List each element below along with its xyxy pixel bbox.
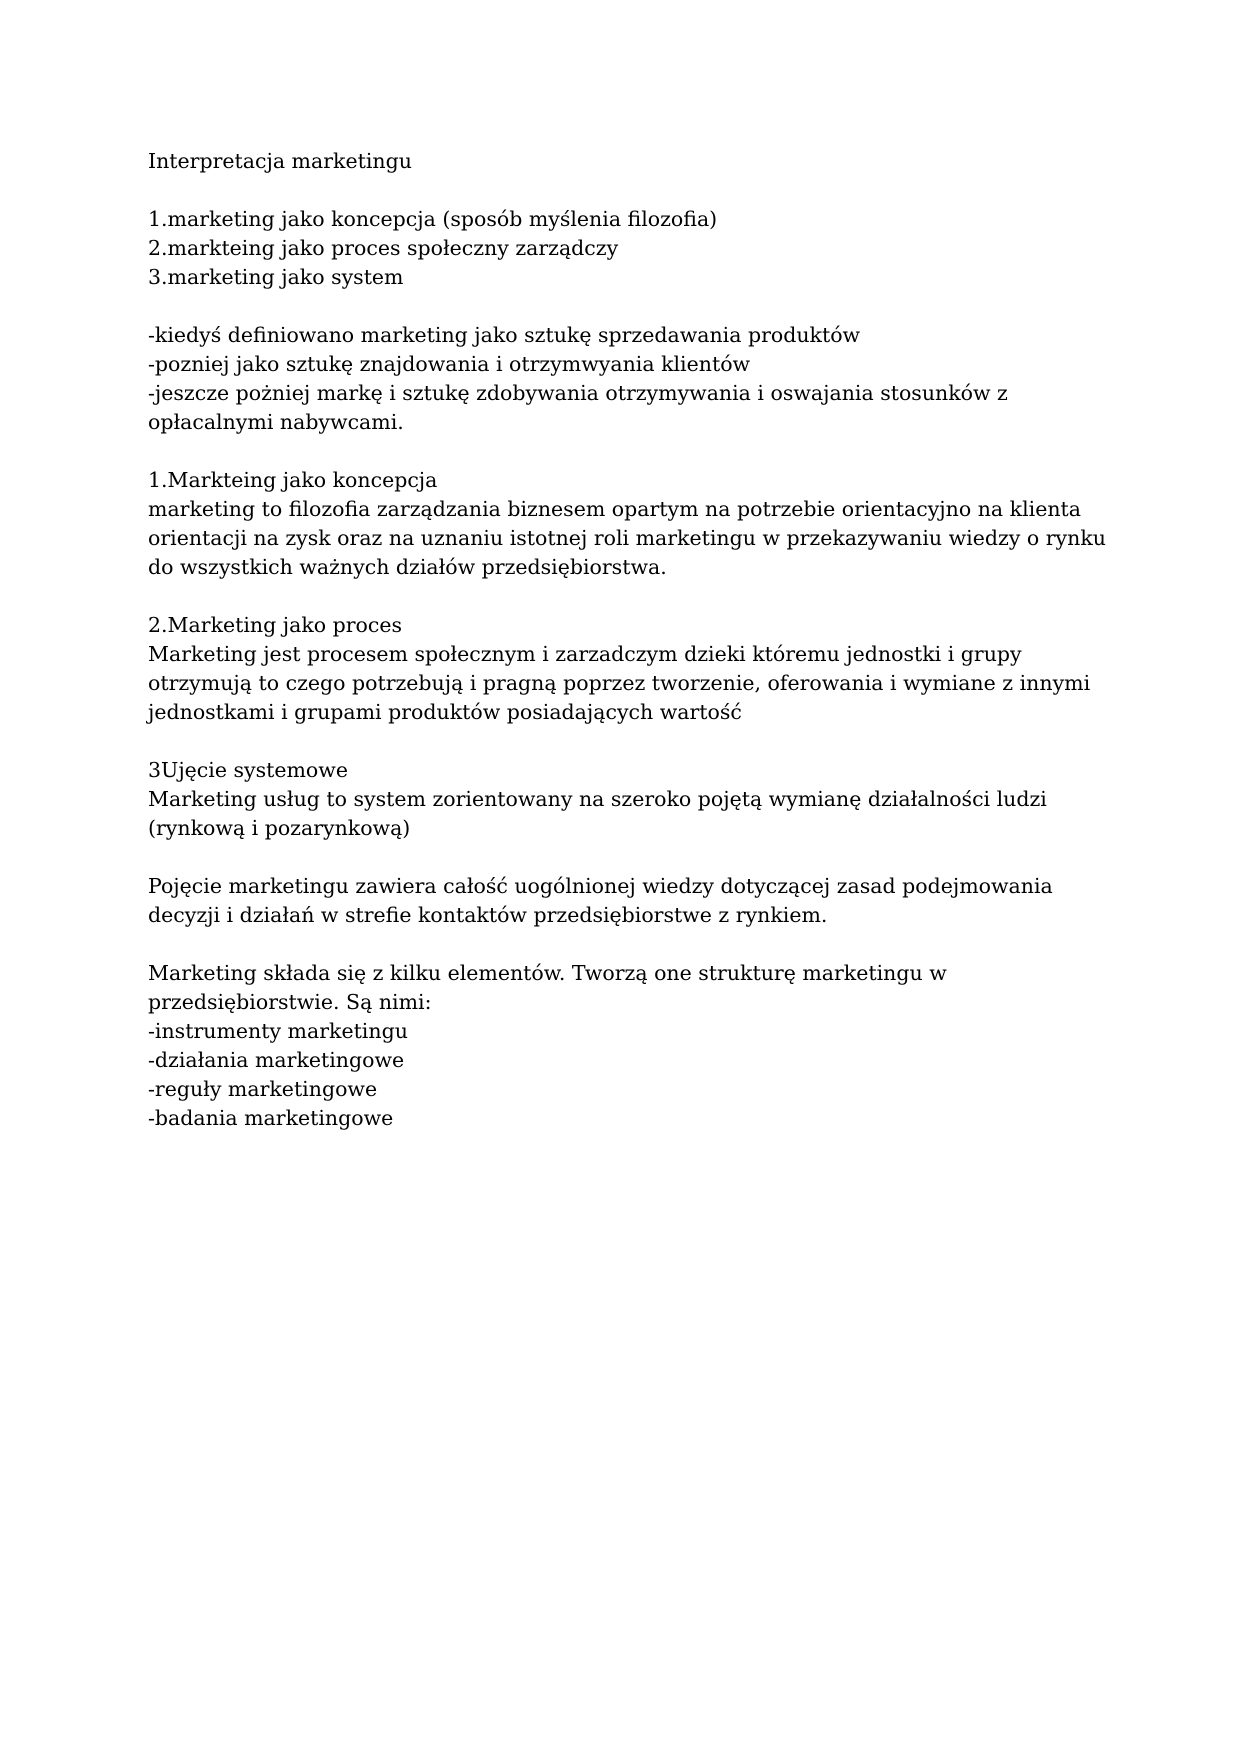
section-text-line: Marketing usług to system zorientowany na szeroko pojętą wymianę działalności ludzi <box>148 787 1047 811</box>
section-process <box>148 611 1091 727</box>
paragraph-gap <box>148 727 1088 756</box>
section-heading: 1.Markteing jako koncepcja <box>148 468 438 492</box>
section-text-line: do wszystkich ważnych działów przedsiębiorstwa. <box>148 555 667 579</box>
section-text-line: Marketing jest procesem społecznym i zarzadczym dzieki któremu jednostki i grupy <box>148 642 1022 666</box>
elements-paragraph <box>148 959 1088 1133</box>
paragraph-gap <box>148 930 1088 959</box>
definition-paragraph <box>148 872 1088 930</box>
elements-list-item: -reguły marketingowe <box>148 1077 378 1101</box>
paragraph-gap <box>148 176 1088 205</box>
history-list-item: -pozniej jako sztukę znajdowania i otrzymwyania klientów <box>148 352 751 376</box>
paragraph-gap <box>148 582 1088 611</box>
history-list <box>148 321 1088 437</box>
section-text-line: (rynkową i pozarynkową) <box>148 816 411 840</box>
history-list-item: -kiedyś definiowano marketing jako sztukę sprzedawania produktów <box>148 323 861 347</box>
section-text-line: jednostkami i grupami produktów posiadających wartość <box>148 700 742 724</box>
paragraph-gap <box>148 292 1088 321</box>
elements-list-item: -badania marketingowe <box>148 1106 394 1130</box>
elements-list-item: -instrumenty marketingu <box>148 1019 408 1043</box>
intro-list-item: 3.marketing jako system <box>148 265 404 289</box>
paragraph-line: przedsiębiorstwie. Są nimi: <box>148 990 432 1014</box>
section-heading: 2.Marketing jako proces <box>148 613 403 637</box>
section-text-line: otrzymują to czego potrzebują i pragną poprzez tworzenie, oferowania i wymiane z innymi <box>148 671 1091 695</box>
section-concept <box>148 466 1106 582</box>
paragraph-line: Marketing składa się z kilku elementów. Tworzą one strukturę marketingu w <box>148 961 947 985</box>
intro-list-item: 2.markteing jako proces społeczny zarządczy <box>148 236 619 260</box>
section-system <box>148 756 1088 843</box>
section-text-line: marketing to filozofia zarządzania biznesem opartym na potrzebie orientacyjno na klienta <box>148 497 1081 521</box>
paragraph-line: Pojęcie marketingu zawiera całość uogólnionej wiedzy dotyczącej zasad podejmowania <box>148 874 1053 898</box>
paragraph-gap <box>148 843 1088 872</box>
document-body <box>148 147 1106 1133</box>
paragraph-gap <box>148 437 1088 466</box>
intro-list <box>148 205 1088 292</box>
history-list-item: -jeszcze pożniej markę i sztukę zdobywania otrzymywania i oswajania stosunków z <box>148 381 1008 405</box>
section-heading: 3Ujęcie systemowe <box>148 758 348 782</box>
section-text-line: orientacji na zysk oraz na uznaniu istotnej roli marketingu w przekazywaniu wiedzy o rynku <box>148 526 1106 550</box>
history-list-item: opłacalnymi nabywcami. <box>148 410 404 434</box>
paragraph-line: decyzji i działań w strefie kontaktów przedsiębiorstwe z rynkiem. <box>148 903 828 927</box>
elements-list-item: -działania marketingowe <box>148 1048 405 1072</box>
intro-list-item: 1.marketing jako koncepcja (sposób myślenia filozofia) <box>148 207 718 231</box>
document-title: Interpretacja marketingu <box>148 149 412 173</box>
